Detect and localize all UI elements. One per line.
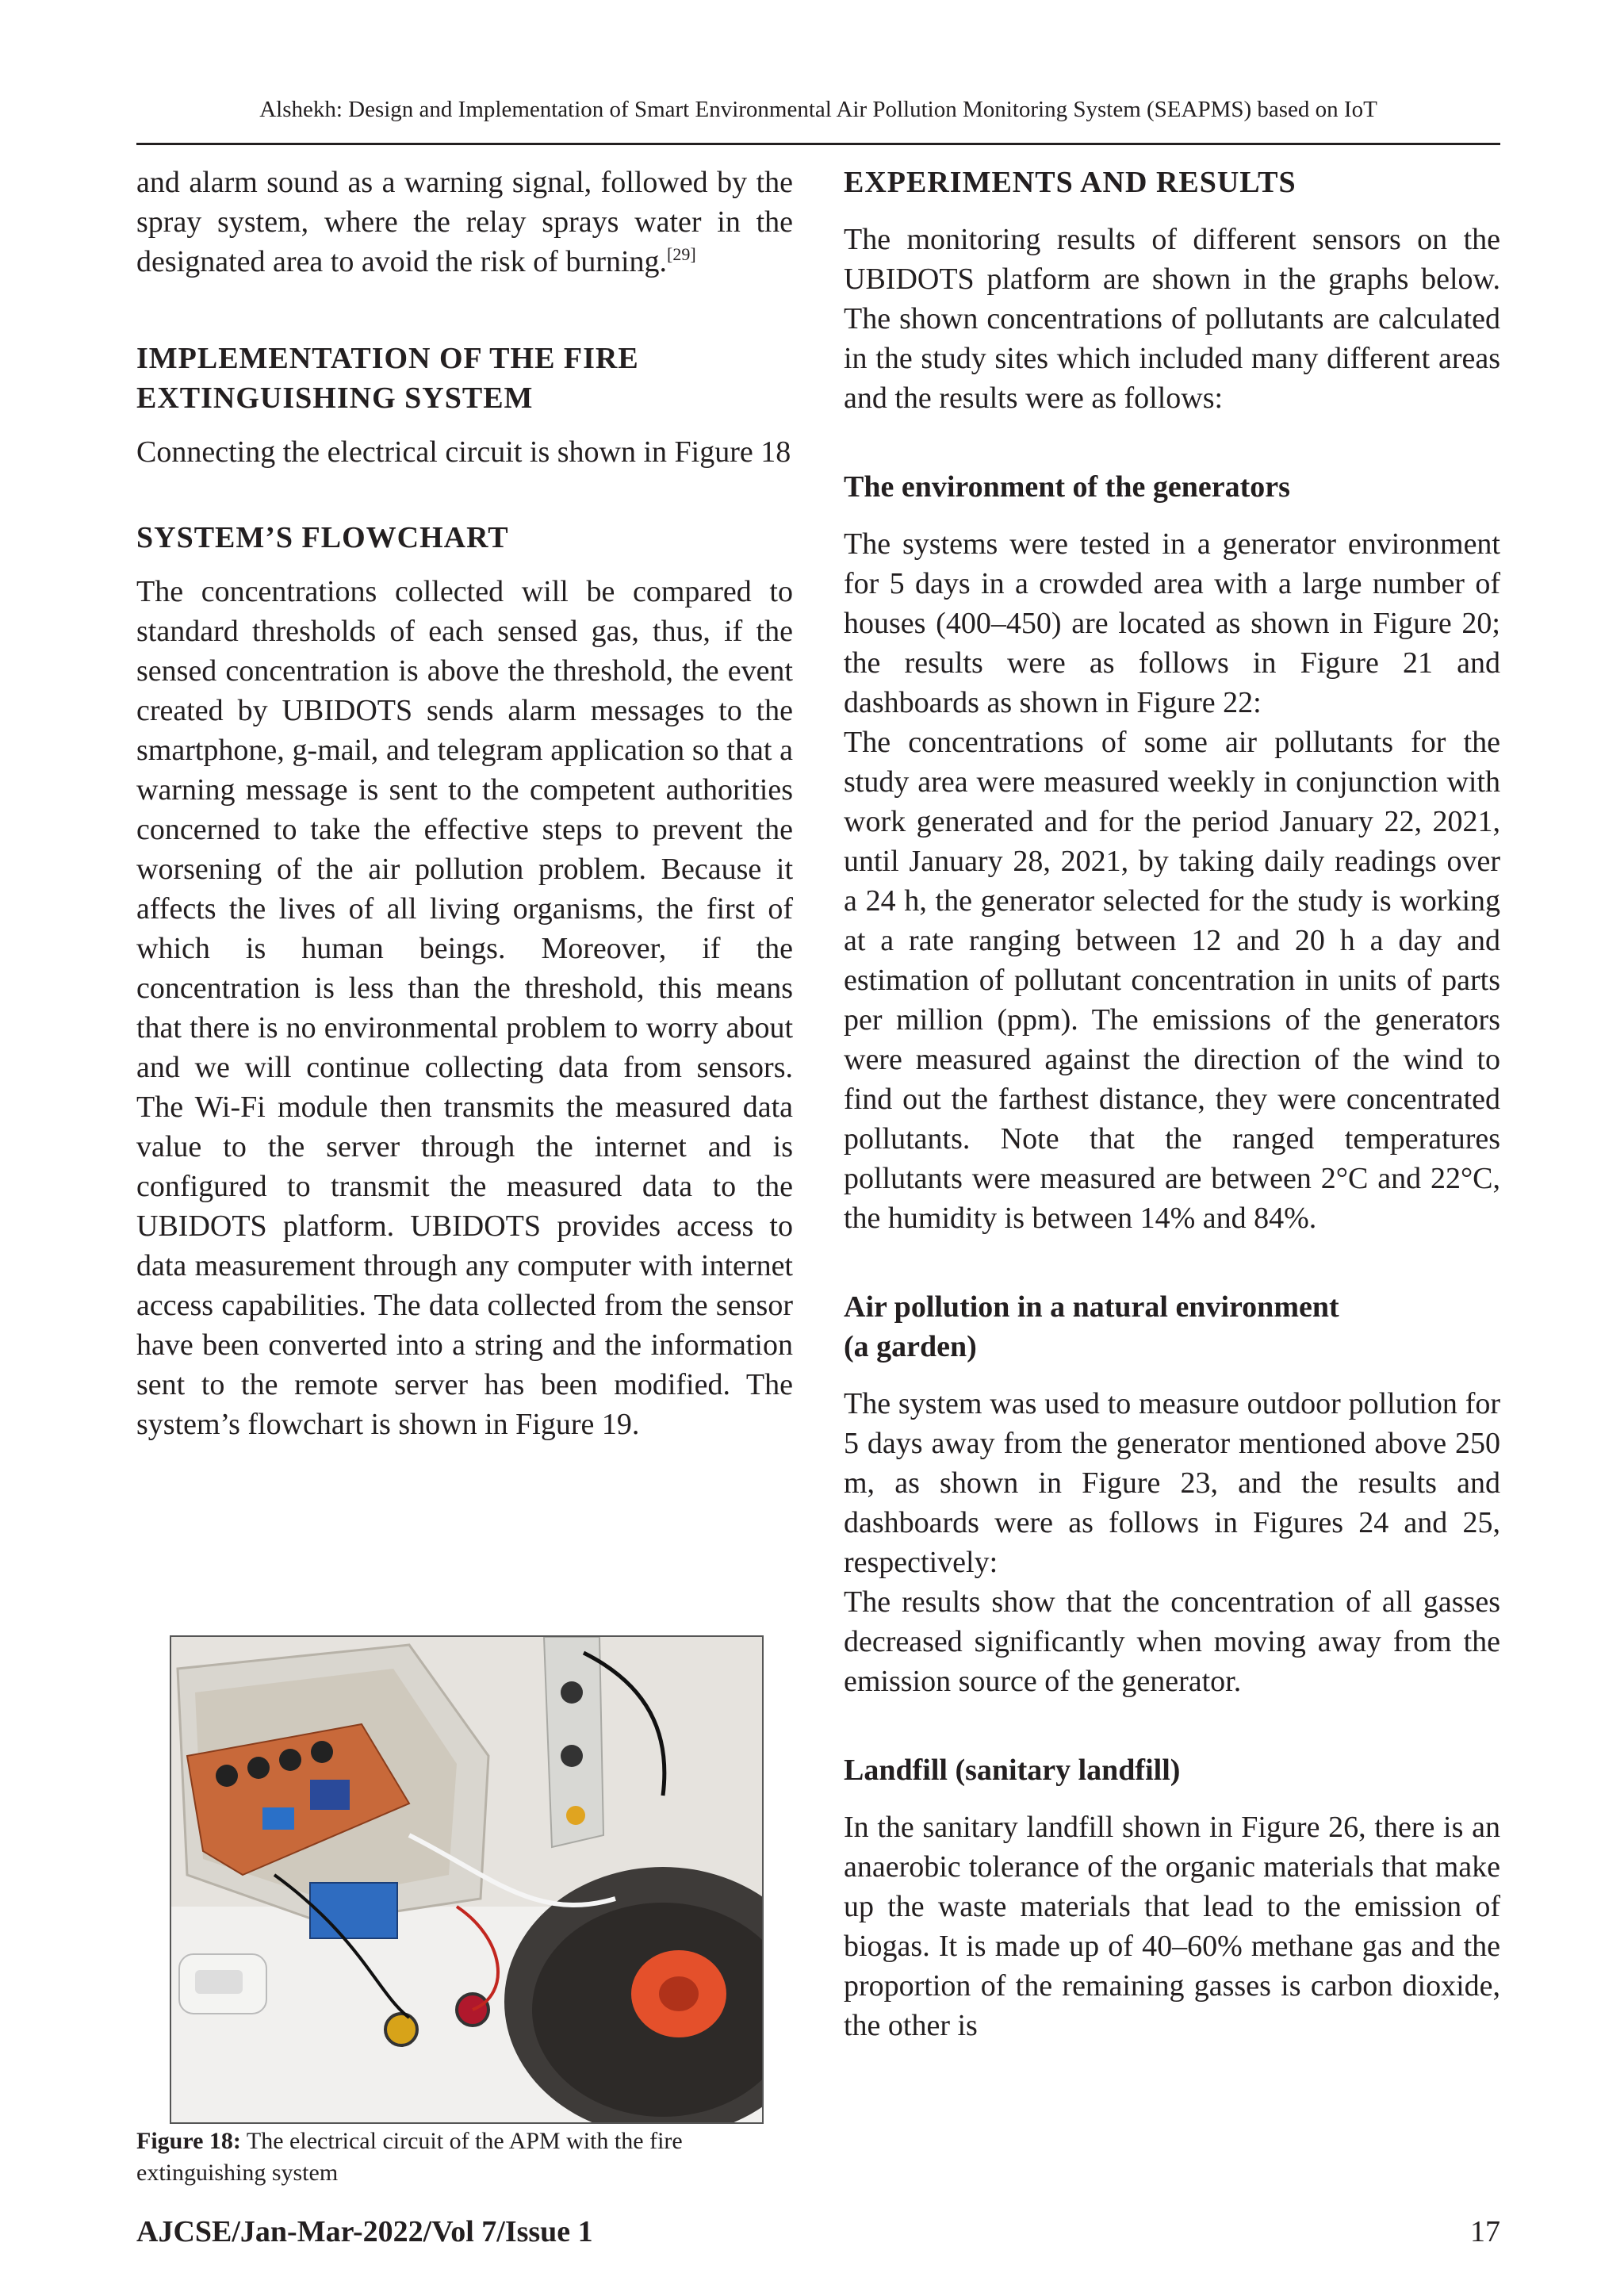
- paragraph-results-intro: The monitoring results of different sensors on the UBIDOTS platform are shown in the graphs below. The shown concentrations of pollutants are calculated in the study sites which included many different areas and the results were as follows:: [844, 223, 1500, 415]
- paragraph-flowchart: The concentrations collected will be compared to standard thresholds of each sensed gas, thus, if the sensed concentration is above the threshold, the event created by UBIDOTS sends alarm messages to the smartphone, g-mail, and telegram application so that a warning message is sent to the competent authorities concerned to take the effective steps to prevent the worsening of the air pollution problem. Because it affects the lives of all living organisms, the first of which is human beings. Moreover, if the concentration is less than the threshold, this means that there is no environmental problem to worry about and we will continue collecting data from sensors. The Wi-Fi module then transmits the measured data value to the server through the internet and is configured to transmit the measured data to the UBIDOTS platform. UBIDOTS provides access to data measurement through any computer with internet access capabilities. The data collected from the sensor have been converted into a string and the information sent to the remote server has been modified. The system’s flowchart is shown in Figure 19.: [136, 575, 793, 1441]
- running-header: Alshekh: Design and Implementation of Smart Environmental Air Pollution Monitoring System (SEAPMS) based on IoT: [259, 97, 1377, 122]
- paragraph-text: and alarm sound as a warning signal, followed by the spray system, where the relay sprays water in the designated area to avoid the risk of burning.: [136, 166, 793, 278]
- section-heading-flowchart: SYSTEM’S FLOWCHART: [136, 521, 509, 554]
- subheading-garden: [844, 1287, 1500, 1366]
- header-rule: [136, 143, 1500, 145]
- figure-18-photo: [170, 1635, 764, 2124]
- circuit-photo-illustration: [171, 1637, 762, 2122]
- paragraph-garden: The system was used to measure outdoor pollution for 5 days away from the generator mentioned above 250 m, as shown in Figure 23, and the results and dashboards were as follows in Figures 24 and 25, respectively:: [844, 1387, 1500, 1579]
- figure-18-caption: [136, 2125, 795, 2189]
- paragraph-generators: The systems were tested in a generator environment for 5 days in a crowded area with a large number of houses (400–450) are located as shown in Figure 20; the results were as follows in Figure 21 and dashboards as shown in Figure 22:: [844, 527, 1500, 719]
- citation: [29]: [667, 244, 696, 264]
- heading-line: (a garden): [844, 1330, 977, 1363]
- paragraph-circuit: Connecting the electrical circuit is shown in Figure 18: [136, 435, 791, 469]
- right-column: [844, 163, 1500, 2045]
- heading-line: Air pollution in a natural environment: [844, 1290, 1339, 1324]
- figure-label: Figure 18:: [136, 2128, 241, 2154]
- paragraph-landfill: In the sanitary landfill shown in Figure 26, there is an anaerobic tolerance of the organic materials that make up the waste materials that lead to the emission of biogas. It is made up of 40–60% methane gas and the proportion of the remaining gasses is carbon dioxide, the other is: [844, 1811, 1500, 2042]
- page-number: 17: [1470, 2215, 1500, 2248]
- heading-line: IMPLEMENTATION OF THE FIRE: [136, 342, 639, 375]
- paragraph-garden-results: The results show that the concentration of all gasses decreased significantly when moving away from the emission source of the generator.: [844, 1585, 1500, 1698]
- section-heading-experiments: EXPERIMENTS AND RESULTS: [844, 166, 1297, 199]
- paragraph-continuation: [136, 163, 793, 282]
- figure-caption-text: The electrical circuit of the APM with the fire extinguishing system: [136, 2128, 683, 2186]
- journal-footer: AJCSE/Jan-Mar-2022/Vol 7/Issue 1: [136, 2215, 593, 2248]
- paragraph-concentrations: The concentrations of some air pollutants for the study area were measured weekly in conjunction with work generated and for the period January 22, 2021, until January 28, 2021, by taking daily readings over a 24 h, the generator selected for the study is working at a rate ranging between 12 and 20 h a day and estimation of pollutant concentration in units of parts per million (ppm). The emissions of the generators were measured against the direction of the wind to find out the farthest distance, they were concentrated pollutants. Note that the ranged temperatures pollutants were measured are between 2°C and 22°C, the humidity is between 14% and 84%.: [844, 726, 1500, 1235]
- section-heading-fire: [136, 339, 793, 418]
- heading-line: EXTINGUISHING SYSTEM: [136, 381, 534, 415]
- left-column: [136, 163, 793, 1444]
- subheading-landfill: Landfill (sanitary landfill): [844, 1754, 1181, 1787]
- subheading-generators: The environment of the generators: [844, 470, 1290, 504]
